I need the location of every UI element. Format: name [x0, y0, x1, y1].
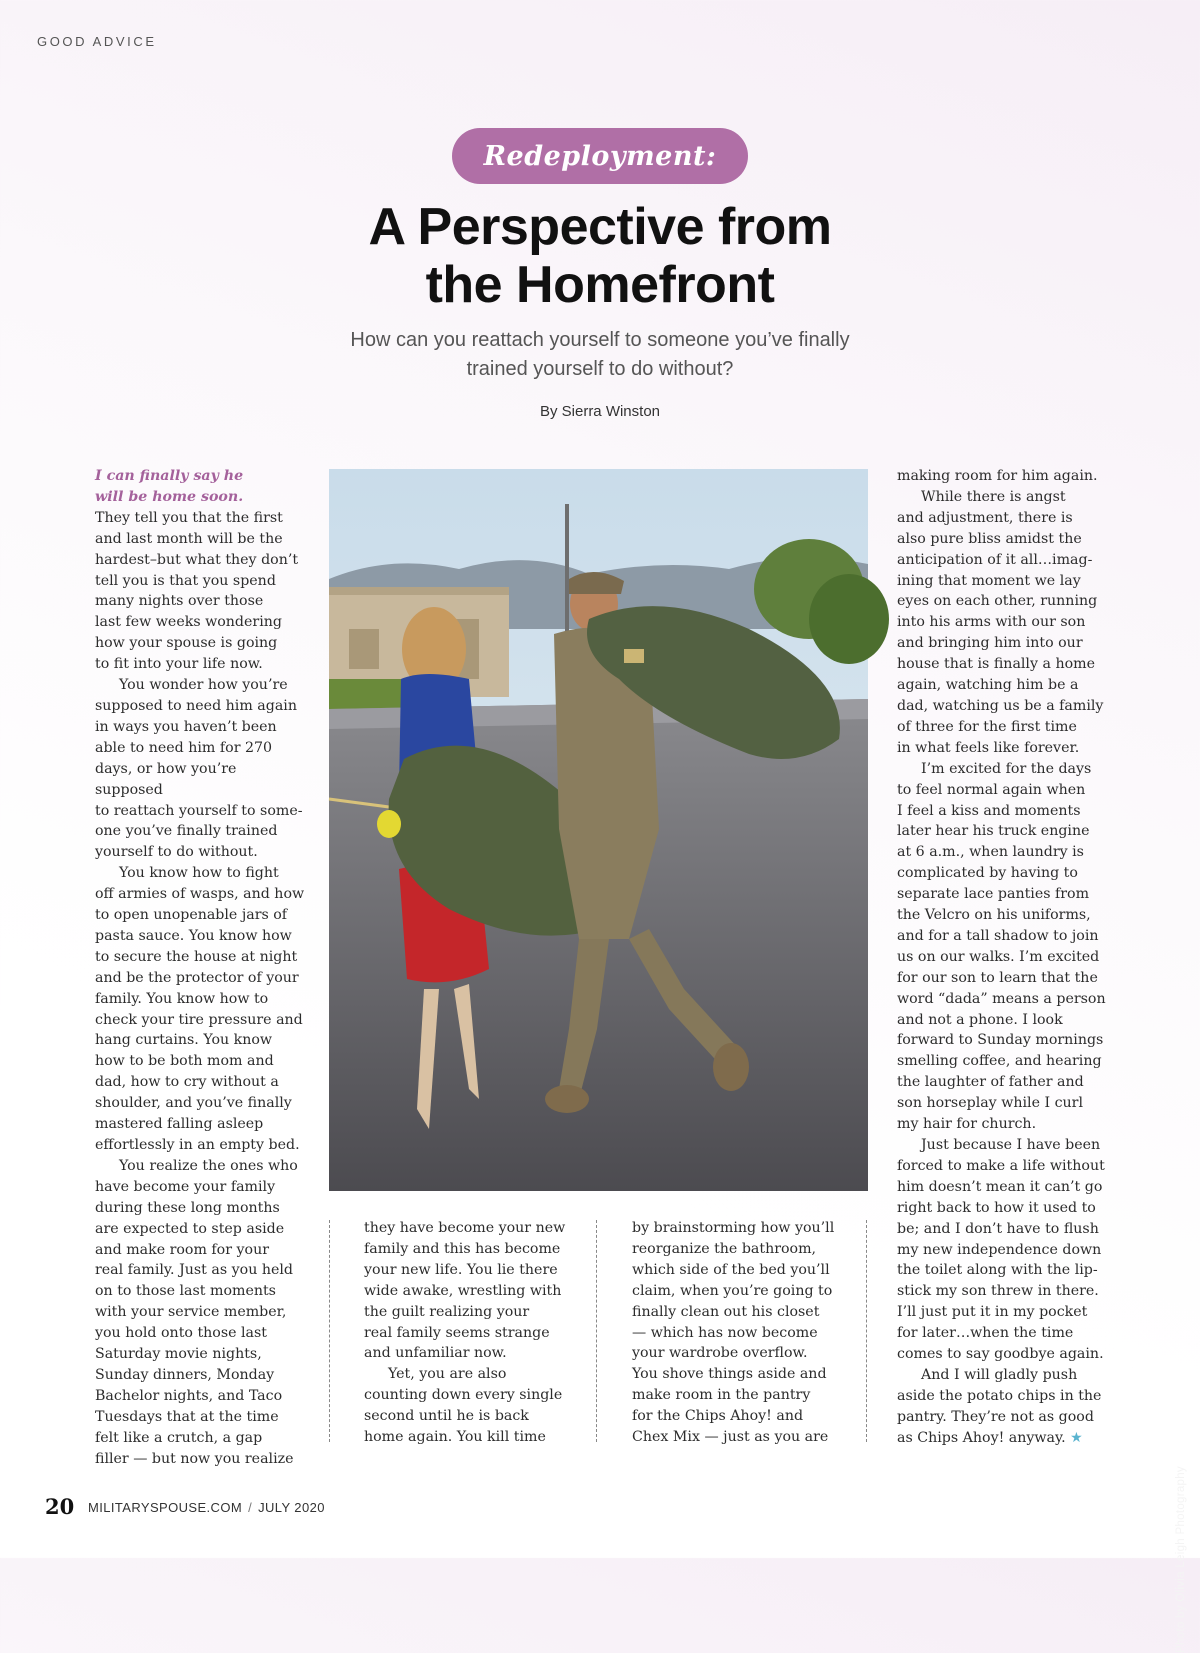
paragraph: While there is angst and adjustment, there is also pure bliss amidst the anticipation of it all…imag- ining that moment we lay eyes on each other, running into his arms with our son and bringing him into our house that is finally a home again, watching him be a dad, watching us be a family of three for the first time in what feels like forever.: [897, 488, 1104, 756]
paragraph: by brainstorming how you’ll reorganize the bathroom, which side of the bed you’ll claim, when you’re going to finally clean out his closet — which has now become your wardrobe overflow. You shove things aside and make room in the pantry for the Chips Ahoy! and Chex Mix — just as you are: [632, 1220, 835, 1446]
paragraph: I’m excited for the days to feel normal again when I feel a kiss and moments later hear his truck engine at 6 a.m., when laundry is complicated by having to separate lace panties from the Velcro on his uniforms, and for a tall shadow to join us on our walks. I’m excited for our son to learn that the word “dada” means a person and not a phone. I look forward to Sunday mornings smelling coffee, and hearing the laughter of father and son horseplay while I curl my hair for church.: [897, 760, 1106, 1133]
deck-line-2: trained yourself to do without?: [466, 358, 734, 380]
paragraph: They tell you that the first and last month will be the hardest–but what they don’t tell you is that you spend many nights over those last few weeks wondering how your spouse is going to fit into your life now.: [95, 509, 299, 673]
headline: [250, 198, 950, 314]
column-divider: [596, 1220, 597, 1442]
paragraph: they have become your new family and this has become your new life. You lie there wide awake, wrestling with the guilt realizing your real family seems strange and unfamiliar now.: [364, 1220, 566, 1362]
end-star-icon: ★: [1070, 1429, 1083, 1446]
paragraph: You know how to fight off armies of wasps, and how to open unopenable jars of pasta sauce. You know how to secure the house at night and be the protector of your family. You know how to check your tire pressure and hang curtains. You know how to be both mom and dad, how to cry without a shoulder, and you’ve finally mastered falling asleep effortlessly in an empty bed.: [95, 865, 305, 1153]
lead-line-1: I can finally say he: [95, 468, 244, 484]
footer-line: [88, 1500, 325, 1515]
byline: By Sierra Winston: [539, 403, 661, 420]
kicker-pill: Redeployment:: [452, 128, 748, 184]
lead-line-2: will be home soon.: [95, 488, 244, 505]
paragraph: You wonder how you’re supposed to need him again in ways you haven’t been able to need him for 270 days, or how you’re supposed to reattach yourself to some- one you’ve finally trained yourself to do without.: [95, 677, 303, 861]
photo-credit: Photo by Olivia Leigh Photography: [1175, 1466, 1187, 1653]
paragraph: And I will gladly push aside the potato chips in the pantry. They’re not as good as Chips Ahoy! anyway. ★: [897, 1366, 1102, 1446]
paragraph: Just because I have been forced to make a life without him doesn’t mean it can’t go right back to how it used to be; and I don’t have to flush my new independence down the toilet along with the lip- stick my son threw in there. I’ll just put it in my pocket for later…when the time comes to say goodbye again.: [897, 1137, 1105, 1363]
section-label: GOOD ADVICE: [37, 34, 157, 49]
deck-line-1: How can you reattach yourself to someone you’ve finally: [350, 329, 850, 351]
column-divider: [866, 1220, 867, 1442]
column-divider: [329, 1220, 330, 1442]
paragraph: Yet, you are also counting down every single second until he is back home again. You kill time: [364, 1366, 563, 1446]
article-column-3: [632, 1218, 842, 1448]
paragraph: making room for him again.: [897, 468, 1098, 484]
article-column-1: [95, 466, 305, 1470]
headline-line-1: A Perspective from: [368, 198, 832, 256]
deck: [300, 326, 900, 384]
footer-separator: /: [248, 1500, 253, 1515]
page-number: 20: [45, 1494, 75, 1519]
article-column-4: [897, 466, 1107, 1449]
paragraph: You realize the ones who have become your family during these long months are expected to step aside and make room for your real family. Just as you held on to those last moments with your service member, you hold onto those last Saturday movie nights, Sunday dinners, Monday Bachelor nights, and Taco Tuesdays that at the time felt like a crutch, a gap filler — but now you realize: [95, 1157, 298, 1467]
lead-in: [95, 466, 305, 508]
footer-site: MILITARYSPOUSE.COM: [88, 1500, 243, 1515]
headline-line-2: the Homefront: [425, 256, 775, 314]
article-column-2: [364, 1218, 569, 1448]
footer-issue: JULY 2020: [258, 1500, 325, 1515]
